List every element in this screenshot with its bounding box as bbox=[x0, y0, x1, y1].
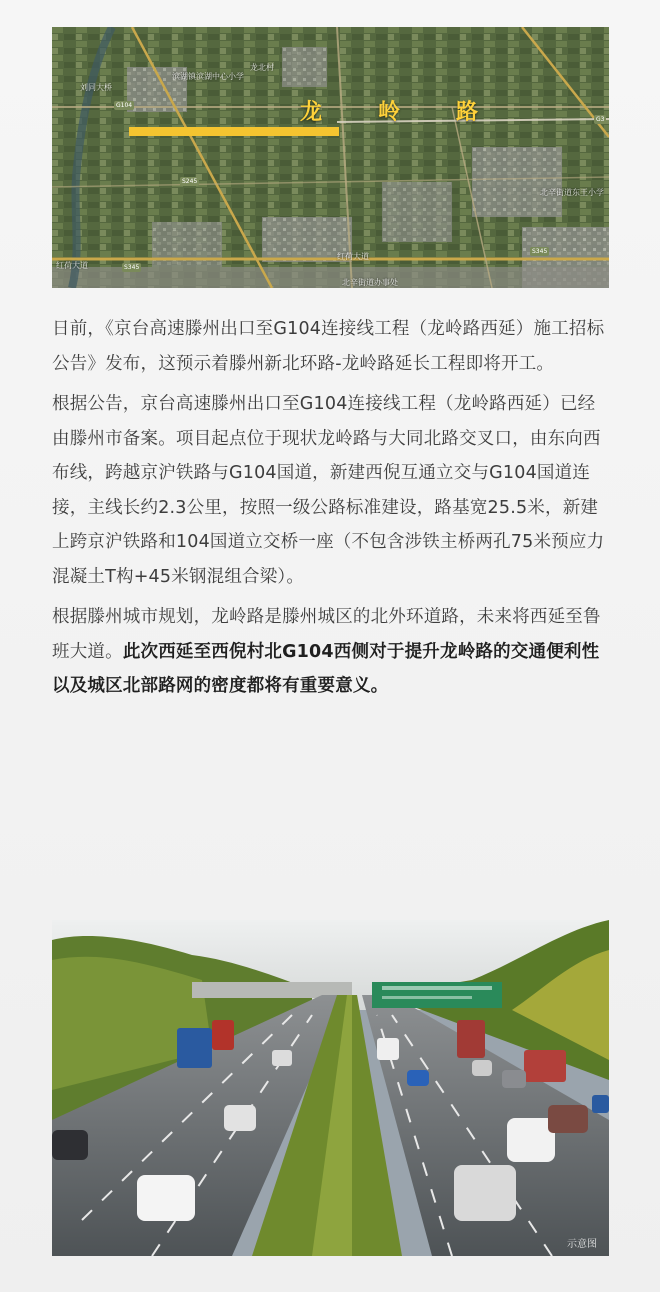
article-body bbox=[52, 312, 610, 710]
map-label-village-top: 龙北村 bbox=[250, 63, 274, 72]
article-paragraph-3-text: 根据滕州城市规划，龙岭路是滕州城区的北外环道路，未来将西延至鲁班大道。 bbox=[52, 607, 601, 662]
road-name-label: 龙岭路 bbox=[300, 100, 535, 125]
map-label-school-right: 北辛街道东王小学 bbox=[540, 188, 604, 197]
article-paragraph-3-emphasis: 此次西延至西倪村北G104西侧对于提升龙岭路的交通便利性以及城区北部路网的密度都将有重要意义。 bbox=[52, 641, 600, 696]
road-shield: S245 bbox=[182, 178, 198, 185]
road-shield: G3 bbox=[596, 116, 605, 123]
article-paragraph-1: 日前，《京台高速滕州出口至G104连接线工程（龙岭路西延）施工招标公告》发布，这预示着滕州新北环路-龙岭路延长工程即将开工。 bbox=[52, 319, 605, 374]
road-shield: S345 bbox=[532, 248, 548, 255]
photo-caption: 示意图 bbox=[567, 1239, 597, 1250]
satellite-map-image bbox=[52, 27, 609, 288]
map-label-school: 滨湖镇滨湖中心小学 bbox=[172, 72, 244, 81]
article-paragraph-2: 根据公告，京台高速滕州出口至G104连接线工程（龙岭路西延）已经由滕州市备案。项目起点位于现状龙岭路与大同北路交叉口，由东向西布线，跨越京沪铁路与G104国道，新建西倪互通立交与G104国道连接，主线长约2.3公里，按照一级公路标准建设，路基宽25.5米，新建上跨京沪铁路和104国道立交桥一座（不包含涉铁主桥两孔75米预应力混凝土T构+45米钢混组合梁）。 bbox=[52, 394, 605, 587]
map-label-hongge-right: 红荷大道 bbox=[337, 252, 369, 261]
map-label-village: 刘同大桥 bbox=[80, 83, 112, 92]
map-label-office: 北辛街道办事处 bbox=[342, 278, 398, 287]
article-paragraph-3 bbox=[52, 600, 610, 704]
road-shield: S345 bbox=[124, 264, 140, 271]
highway-photo bbox=[52, 920, 609, 1256]
road-shield: G104 bbox=[116, 102, 133, 109]
map-label-hongge-left: 红荷大道 bbox=[56, 261, 88, 270]
